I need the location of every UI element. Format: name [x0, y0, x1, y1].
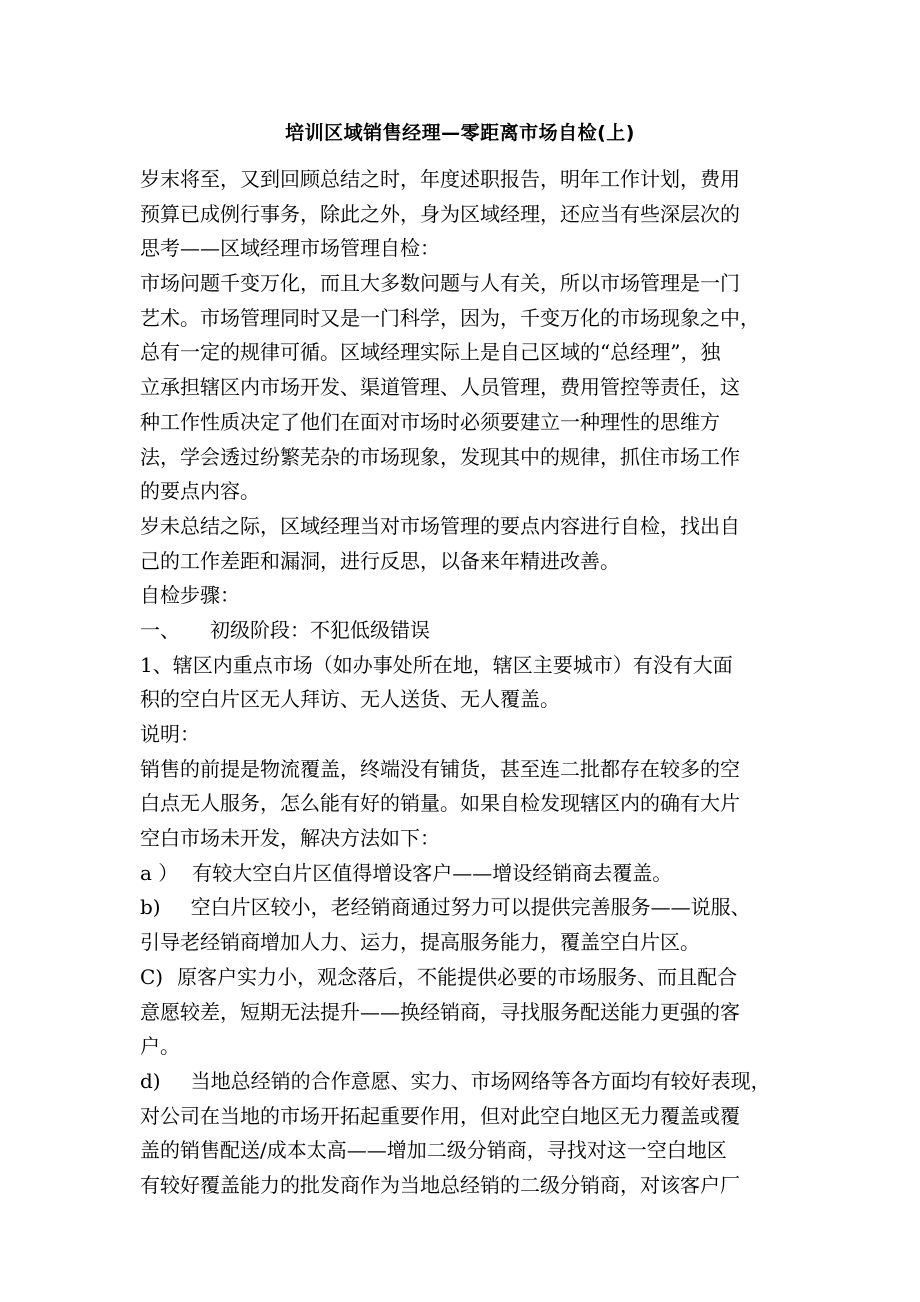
list-marker: d) [140, 1068, 161, 1093]
section-heading-text: 初级阶段：不犯低级错误 [210, 617, 430, 642]
paragraph-line: 自检步骤： [140, 583, 240, 608]
list-item-c [140, 960, 800, 995]
list-item-text: 有较大空白片区值得增设客户——增设经销商去覆盖。 [192, 860, 673, 885]
paragraph-line: 法，学会透过纷繁芜杂的市场现象，发现其中的规律，抓住市场工作 [140, 444, 740, 469]
paragraph-line: 预算已成例行事务，除此之外，身为区域经理，还应当有些深层次的 [140, 201, 740, 226]
paragraph-line: 总有一定的规律可循。区域经理实际上是自己区域的“总经理”，独 [140, 340, 721, 365]
paragraph-line: 积的空白片区无人拜访、无人送货、无人覆盖。 [140, 687, 560, 712]
paragraph-line: 意愿较差，短期无法提升——换经销商，寻找服务配送能力更强的客 [140, 999, 740, 1024]
list-item-text: 空白片区较小，老经销商通过努力可以提供完善服务——说服、 [190, 895, 751, 920]
list-marker: a ） [140, 860, 179, 885]
list-item-d [140, 1064, 800, 1099]
document-body [140, 162, 800, 1203]
paragraph-line: 思考——区域经理市场管理自检： [140, 236, 440, 261]
list-marker: C) [140, 964, 164, 989]
paragraph-line: 己的工作差距和漏洞，进行反思，以备来年精进改善。 [140, 548, 620, 573]
paragraph-line: 岁未总结之际，区域经理当对市场管理的要点内容进行自检，找出自 [140, 513, 740, 538]
paragraph-line: 对公司在当地的市场开拓起重要作用，但对此空白地区无力覆盖或覆 [140, 1103, 740, 1128]
section-marker: 一、 [140, 617, 180, 642]
list-item-text: 当地总经销的合作意愿、实力、市场网络等各方面均有较好表现， [190, 1068, 771, 1093]
paragraph-line: 户。 [140, 1034, 180, 1059]
paragraph-line: 种工作性质决定了他们在面对市场时必须要建立一种理性的思维方 [140, 409, 720, 434]
paragraph-line: 立承担辖区内市场开发、渠道管理、人员管理，费用管控等责任，这 [140, 375, 740, 400]
paragraph-line: 销售的前提是物流覆盖，终端没有铺货，甚至连二批都存在较多的空 [140, 756, 740, 781]
list-item-b [140, 890, 800, 925]
paragraph-line: 空白市场未开发，解决方法如下： [140, 826, 440, 851]
paragraph-line: 白点无人服务，怎么能有好的销量。如果自检发现辖区内的确有大片 [140, 791, 740, 816]
paragraph-line: 艺术。市场管理同时又是一门科学，因为，千变万化的市场现象之中， [140, 305, 760, 330]
list-marker: b) [140, 895, 161, 920]
paragraph-line: 1、辖区内重点市场（如办事处所在地，辖区主要城市）有没有大面 [140, 652, 733, 677]
section-heading-one [140, 613, 800, 648]
paragraph-line: 的要点内容。 [140, 479, 260, 504]
paragraph-line: 有较好覆盖能力的批发商作为当地总经销的二级分销商，对该客户厂 [140, 1172, 740, 1197]
paragraph-line: 说明： [140, 722, 200, 746]
list-item-text: 原客户实力小，观念落后，不能提供必要的市场服务、而且配合 [177, 964, 738, 989]
paragraph-line: 市场问题千变万化，而且大多数问题与人有关，所以市场管理是一门 [140, 271, 740, 296]
document-title: 培训区域销售经理—零距离市场自检(上) [285, 122, 635, 144]
paragraph-line: 引导老经销商增加人力、运力，提高服务能力，覆盖空白片区。 [140, 930, 700, 955]
paragraph-line: 盖的销售配送/成本太高——增加二级分销商，寻找对这一空白地区 [140, 1138, 727, 1163]
list-item-a [140, 856, 800, 891]
paragraph-line: 岁末将至，又到回顾总结之时，年度述职报告，明年工作计划，费用 [140, 167, 740, 191]
